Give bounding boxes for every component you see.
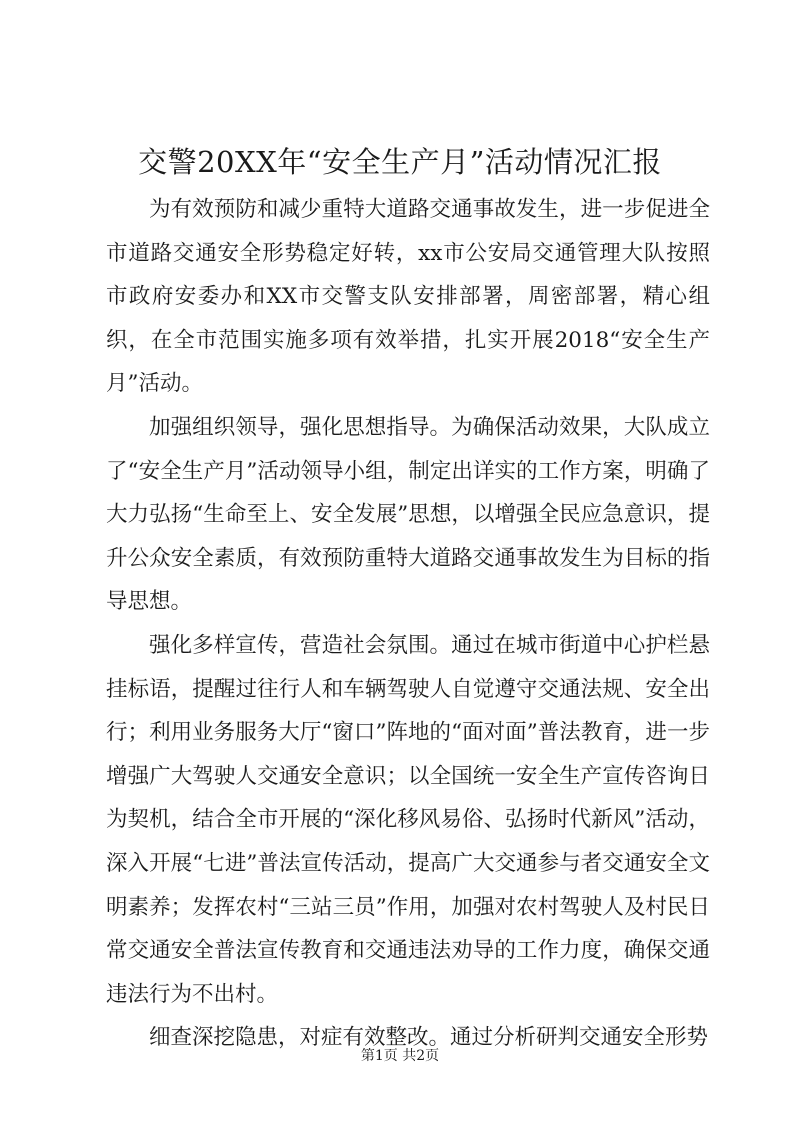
document-title: 交警20XX年“安全生产月”活动情况汇报 <box>138 145 662 179</box>
document-body <box>106 188 710 1060</box>
page-number-footer: 第1页 共2页 <box>360 1048 440 1064</box>
paragraph-organization: 加强组织领导，强化思想指导。为确保活动效果，大队成立了“安全生产月”活动领导小组，制定出详实的工作方案，明确了大力弘扬“生命至上、安全发展”思想，以增强全民应急意识，提升公众安全素质，有效预防重特大道路交通事故发生为目标的指导思想。 <box>106 414 710 615</box>
paragraph-hazards: 细查深挖隐患，对症有效整改。通过分析研判交通安全形势 <box>149 1025 709 1051</box>
paragraph-publicity: 强化多样宣传，营造社会氛围。通过在城市街道中心护栏悬挂标语，提醒过往行人和车辆驾驶人自觉遵守交通法规、安全出行；利用业务服务大厅“窗口”阵地的“面对面”普法教育，进一步增强广大驾驶人交通安全意识；以全国统一安全生产宣传咨询日为契机，结合全市开展的“深化移风易俗、弘扬时代新风”活动，深入开展“七进”普法宣传活动，提高广大交通参与者交通安全文明素养；发挥农村“三站三员”作用，加强对农村驾驶人及村民日常交通安全普法宣传教育和交通违法劝导的工作力度，确保交通违法行为不出村。 <box>106 632 710 1007</box>
paragraph-intro: 为有效预防和减少重特大道路交通事故发生，进一步促进全市道路交通安全形势稳定好转，xx市公安局交通管理大队按照市政府安委办和XX市交警支队安排部署，周密部署，精心组织，在全市范围实施多项有效举措，扎实开展2018“安全生产月”活动。 <box>106 197 710 397</box>
